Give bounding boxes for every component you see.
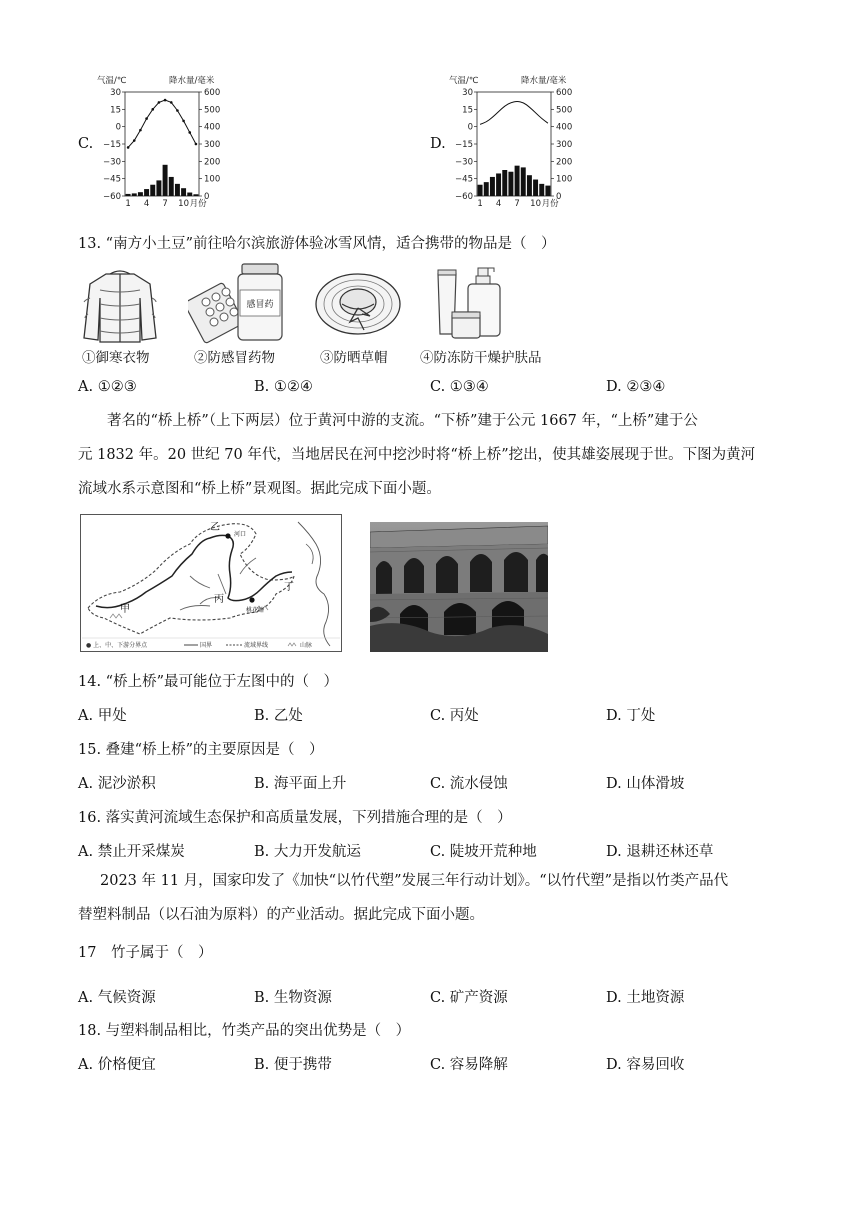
- chart-c-precip-bar: [132, 193, 137, 196]
- q18-option-b[interactable]: B. 便于携带: [254, 1057, 332, 1073]
- q14-option-c[interactable]: C. 丙处: [430, 708, 479, 724]
- chart-c-plot-frame: [125, 92, 199, 196]
- chart-c-temp-point: [151, 108, 154, 111]
- q17-option-d[interactable]: D. 土地资源: [606, 990, 685, 1006]
- q16-option-c[interactable]: C. 陡坡开荒种地: [430, 844, 537, 860]
- bridge-on-bridge-photo: [370, 522, 548, 652]
- chart-d-precip-bar: [508, 172, 513, 196]
- chart-c-left-tick-label: 30: [110, 88, 121, 98]
- question-18-stem: 18. 与塑料制品相比，竹类产品的突出优势是（ ）: [78, 1023, 411, 1039]
- question-13-stem: 13. “南方小土豆”前往哈尔滨旅游体验冰雪风情，适合携带的物品是（ ）: [78, 236, 556, 252]
- item-caption-2: ②防感冒药物: [194, 350, 275, 366]
- chart-d-right-tick-label: 200: [556, 157, 573, 168]
- map-label-bing: 丙: [214, 594, 224, 605]
- q13-option-a[interactable]: A. ①②③: [78, 379, 137, 395]
- chart-d-right-tick-label: 500: [556, 105, 573, 116]
- chart-c-month-tick-label: 7: [162, 199, 168, 209]
- chart-c-precip-bar: [126, 194, 131, 196]
- q18-option-c[interactable]: C. 容易降解: [430, 1057, 508, 1073]
- chart-c-precip-bar: [181, 188, 186, 196]
- chart-c-precip-bar: [150, 185, 155, 196]
- chart-c-temp-point: [139, 129, 142, 132]
- q14-option-a[interactable]: A. 甲处: [78, 708, 127, 724]
- passage-bridge-line-2: 元 1832 年。20 世纪 70 年代，当地居民在河中挖沙时将“桥上桥”挖出，使其雄姿展现于世。下图为黄河: [78, 447, 756, 463]
- chart-c-precip-bar: [163, 165, 168, 196]
- item-caption-4: ④防冻防干燥护肤品: [420, 350, 542, 366]
- chart-c-precip-bar: [138, 192, 143, 196]
- chart-c-temp-point: [182, 120, 185, 123]
- chart-d-precip-bar: [533, 180, 538, 196]
- chart-d-precip-bar: [515, 166, 520, 196]
- chart-d-left-tick-label: 30: [462, 88, 473, 98]
- chart-c-precip-bar: [169, 177, 174, 196]
- q14-option-b[interactable]: B. 乙处: [254, 708, 303, 724]
- chart-c-temp-point: [133, 139, 136, 142]
- map-label-taohuayu: 桃花峪: [246, 607, 265, 614]
- chart-c-precip-bar: [175, 184, 180, 196]
- q17-option-b[interactable]: B. 生物资源: [254, 990, 332, 1006]
- q14-option-d[interactable]: D. 丁处: [606, 708, 656, 724]
- chart-c-precip-bar: [144, 189, 149, 196]
- map-label-jia: 甲: [120, 604, 130, 615]
- legend-mountain: 山脉: [300, 642, 313, 649]
- chart-c-temp-point: [145, 117, 148, 120]
- chart-d-month-tick-label: 7: [514, 199, 520, 209]
- winter-jacket-icon: [80, 268, 160, 344]
- passage-bamboo-line-1: 2023 年 11 月，国家印发了《加快“以竹代塑”发展三年行动计划》。“以竹代塑”是指以竹类产品代: [100, 873, 729, 889]
- passage-bridge-line-1: 著名的“桥上桥”（上下两层）位于黄河中游的支流。“下桥”建于公元 1667 年，“上桥”建于公: [107, 413, 698, 429]
- climate-chart-d: [447, 72, 587, 212]
- chart-d-precip-bar: [478, 185, 483, 196]
- q18-option-d[interactable]: D. 容易回收: [606, 1057, 685, 1073]
- question-14-stem: 14. “桥上桥”最可能位于左图中的（ ）: [78, 674, 338, 690]
- chart-d-month-tick-label: 4: [495, 199, 502, 209]
- chart-c-right-tick-label: 500: [204, 105, 221, 116]
- passage-bamboo: [78, 864, 788, 932]
- q16-option-a[interactable]: A. 禁止开采煤炭: [78, 844, 185, 860]
- q13-option-c[interactable]: C. ①③④: [430, 379, 489, 395]
- chart-c-left-tick-label: −45: [103, 174, 121, 185]
- chart-d-plot-frame: [477, 92, 551, 196]
- chart-c-left-tick-label: −30: [103, 157, 121, 168]
- chart-c-temp-point: [195, 143, 198, 146]
- chart-d-precip-bar: [490, 177, 495, 196]
- chart-c-right-tick-label: 300: [204, 140, 221, 150]
- chart-c-temp-axis-title: 气温/℃: [97, 76, 127, 86]
- q13-option-b[interactable]: B. ①②④: [254, 379, 313, 395]
- chart-c-right-tick-label: 600: [204, 88, 221, 98]
- item-caption-1: ①御寒衣物: [82, 350, 150, 366]
- chart-d-precip-bar: [484, 182, 489, 196]
- option-c-label: C.: [78, 136, 94, 152]
- chart-d-precip-axis-title: 降水量/毫米: [521, 76, 567, 86]
- chart-d-left-tick-label: 15: [462, 105, 473, 116]
- chart-d-month-tick-label: 10: [530, 199, 541, 209]
- chart-d-precip-bar: [539, 184, 544, 196]
- chart-c-month-tick-label: 1: [125, 199, 131, 209]
- climate-chart-c: [95, 72, 235, 212]
- map-label-yi: 乙: [210, 522, 220, 533]
- chart-c-precip-bar: [156, 180, 161, 196]
- chart-c-precip-axis-title: 降水量/毫米: [169, 76, 215, 86]
- chart-d-precip-bar: [527, 175, 532, 196]
- skincare-products-icon: [432, 266, 508, 342]
- passage-bamboo-line-2: 替塑料制品（以石油为原料）的产业活动。据此完成下面小题。: [78, 907, 484, 923]
- chart-d-month-unit: 月份: [541, 199, 559, 209]
- chart-d-left-tick-label: 0: [467, 122, 473, 133]
- yellow-river-basin-map: [80, 514, 342, 652]
- chart-c-temp-point: [176, 109, 179, 112]
- chart-c-precip-bar: [187, 193, 192, 196]
- chart-d-left-tick-label: −30: [455, 157, 473, 168]
- chart-d-precip-bar: [502, 170, 507, 196]
- chart-d-right-tick-label: 400: [556, 122, 573, 133]
- q15-option-b[interactable]: B. 海平面上升: [254, 776, 347, 792]
- cold-medicine-icon: [188, 260, 292, 344]
- chart-c-left-tick-label: 0: [115, 122, 121, 133]
- map-label-ding: 丁: [284, 582, 294, 593]
- chart-c-temp-point: [188, 131, 191, 134]
- q16-option-b[interactable]: B. 大力开发航运: [254, 844, 361, 860]
- medicine-label: 感冒药: [246, 300, 274, 310]
- item-caption-3: ③防晒草帽: [320, 350, 388, 366]
- map-label-hekou: 河口: [234, 531, 247, 538]
- question-15-stem: 15. 叠建“桥上桥”的主要原因是（ ）: [78, 742, 324, 758]
- q17-option-a[interactable]: A. 气候资源: [78, 990, 156, 1006]
- chart-d-temp-axis-title: 气温/℃: [449, 76, 479, 86]
- chart-d-precip-bar: [496, 173, 501, 196]
- chart-c-left-tick-label: −60: [103, 192, 121, 202]
- chart-d-right-tick-label: 600: [556, 88, 573, 98]
- chart-d-precip-bar: [545, 186, 550, 196]
- q15-option-d[interactable]: D. 山体滑坡: [606, 776, 685, 792]
- chart-d-left-tick-label: −60: [455, 192, 473, 202]
- chart-c-temp-line: [128, 100, 196, 147]
- chart-c-right-tick-label: 0: [204, 192, 210, 202]
- chart-d-left-tick-label: −15: [455, 140, 473, 150]
- q18-option-a[interactable]: A. 价格便宜: [78, 1057, 156, 1073]
- q17-option-c[interactable]: C. 矿产资源: [430, 990, 508, 1006]
- chart-c-precip-bar: [193, 194, 198, 196]
- chart-c-temp-point: [127, 146, 130, 149]
- chart-c-left-tick-label: −15: [103, 140, 121, 150]
- chart-d-right-tick-label: 0: [556, 192, 562, 202]
- question-17-stem: 17 竹子属于（ ）: [78, 945, 213, 961]
- q15-option-c[interactable]: C. 流水侵蚀: [430, 776, 508, 792]
- passage-bridge-line-3: 流域水系示意图和“桥上桥”景观图。据此完成下面小题。: [78, 481, 441, 497]
- chart-c-month-tick-label: 10: [178, 199, 189, 209]
- chart-d-precip-bar: [521, 167, 526, 196]
- chart-c-temp-point: [164, 99, 167, 102]
- chart-d-left-tick-label: −45: [455, 174, 473, 185]
- chart-c-right-tick-label: 100: [204, 174, 221, 185]
- chart-d-temp-line: [480, 102, 548, 125]
- chart-c-right-tick-label: 200: [204, 157, 221, 168]
- chart-c-left-tick-label: 15: [110, 105, 121, 116]
- chart-d-month-tick-label: 1: [477, 199, 483, 209]
- legend-division-point: ● 上、中、下游分界点: [86, 642, 148, 649]
- chart-d-right-tick-label: 300: [556, 140, 573, 150]
- straw-hat-icon: [312, 264, 404, 344]
- chart-d-right-tick-label: 100: [556, 174, 573, 185]
- question-16-stem: 16. 落实黄河流域生态保护和高质量发展，下列措施合理的是（ ）: [78, 810, 512, 826]
- passage-bridge: [78, 404, 788, 506]
- q13-option-d[interactable]: D. ②③④: [606, 379, 666, 395]
- chart-c-temp-point: [158, 101, 161, 104]
- legend-basin-boundary: 流域界线: [244, 642, 269, 649]
- q16-option-d[interactable]: D. 退耕还林还草: [606, 844, 714, 860]
- chart-c-right-tick-label: 400: [204, 122, 221, 133]
- chart-c-month-tick-label: 4: [143, 199, 150, 209]
- legend-national-border: 国界: [200, 642, 213, 649]
- chart-c-month-unit: 月份: [189, 199, 207, 209]
- chart-c-temp-point: [170, 101, 173, 104]
- option-d-label: D.: [430, 136, 446, 152]
- q15-option-a[interactable]: A. 泥沙淤积: [78, 776, 156, 792]
